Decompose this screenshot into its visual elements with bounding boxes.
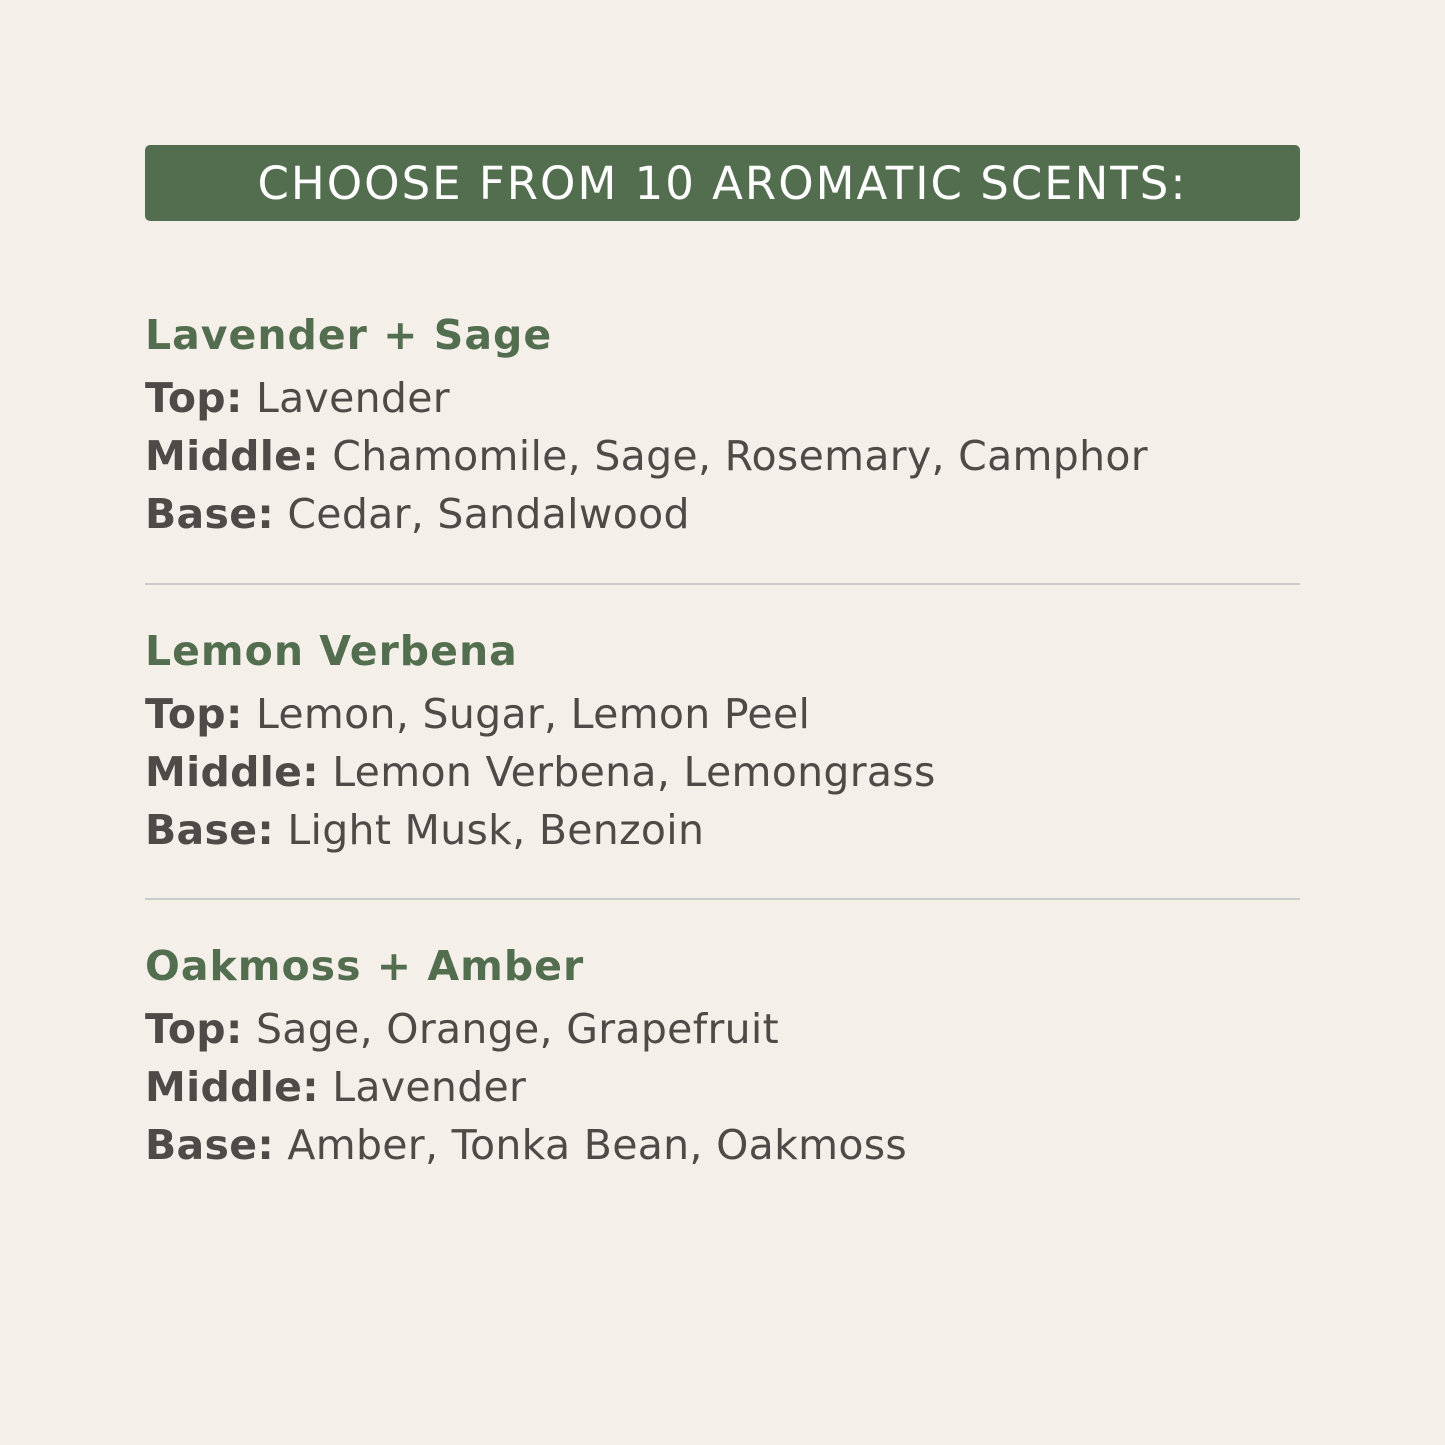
base-value: Light Musk, Benzoin	[287, 806, 705, 854]
banner-title: CHOOSE FROM 10 AROMATIC SCENTS:	[257, 156, 1188, 210]
divider	[145, 583, 1300, 585]
top-label: Top:	[145, 374, 243, 422]
top-notes	[145, 1000, 1300, 1058]
scent-section-oakmoss-amber	[145, 937, 1300, 1174]
divider	[145, 898, 1300, 900]
base-notes	[145, 485, 1300, 543]
base-label: Base:	[145, 1121, 275, 1169]
base-notes	[145, 801, 1300, 859]
scent-name: Oakmoss + Amber	[145, 942, 585, 990]
middle-label: Middle:	[145, 748, 319, 796]
scent-name: Lemon Verbena	[145, 627, 518, 675]
top-label: Top:	[145, 690, 243, 738]
middle-label: Middle:	[145, 1063, 319, 1111]
base-label: Base:	[145, 806, 275, 854]
middle-label: Middle:	[145, 432, 319, 480]
middle-notes	[145, 743, 1300, 801]
base-label: Base:	[145, 490, 275, 538]
top-notes	[145, 685, 1300, 743]
top-notes	[145, 369, 1300, 427]
scent-section-lemon-verbena	[145, 622, 1300, 859]
base-value: Amber, Tonka Bean, Oakmoss	[287, 1121, 908, 1169]
top-value: Sage, Orange, Grapefruit	[255, 1005, 779, 1053]
top-value: Lavender	[255, 374, 450, 422]
middle-notes	[145, 427, 1300, 485]
base-notes	[145, 1116, 1300, 1174]
base-value: Cedar, Sandalwood	[287, 490, 690, 538]
middle-notes	[145, 1058, 1300, 1116]
header-banner	[145, 145, 1300, 221]
top-value: Lemon, Sugar, Lemon Peel	[255, 690, 811, 738]
top-label: Top:	[145, 1005, 243, 1053]
scent-section-lavender-sage	[145, 306, 1300, 543]
middle-value: Lavender	[332, 1063, 527, 1111]
middle-value: Lemon Verbena, Lemongrass	[332, 748, 936, 796]
middle-value: Chamomile, Sage, Rosemary, Camphor	[332, 432, 1148, 480]
scent-name: Lavender + Sage	[145, 311, 553, 359]
